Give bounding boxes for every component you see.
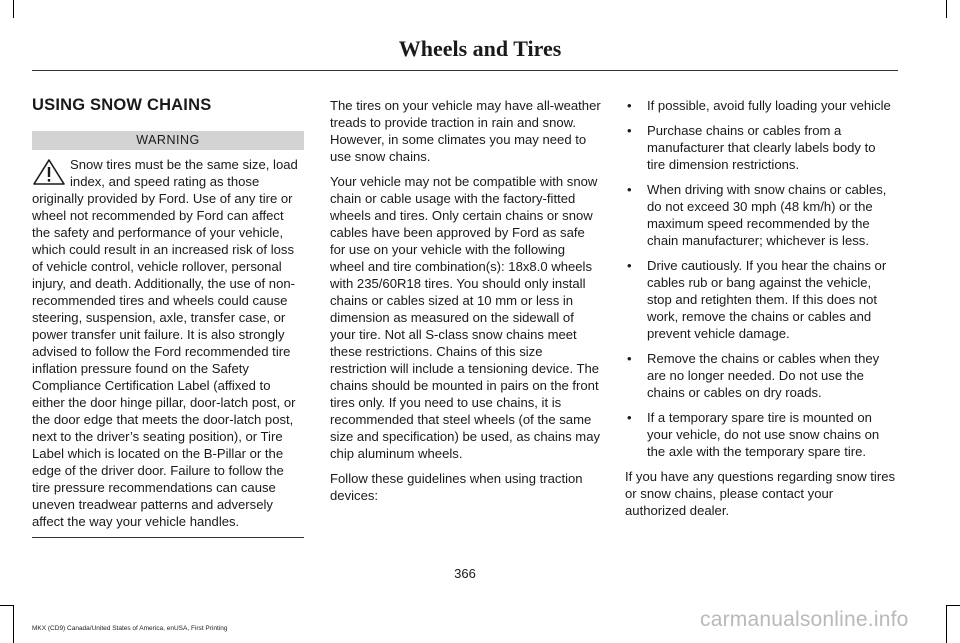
header-rule	[32, 70, 898, 71]
bullet-icon: •	[627, 410, 632, 425]
paragraph: The tires on your vehicle may have all-weather treads to provide traction in rain and snow. However, in some climates you may need to use snow chains.	[330, 98, 601, 164]
warning-label: WARNING	[32, 131, 304, 150]
paragraph: Follow these guidelines when using traction devices:	[330, 471, 583, 503]
crop-mark-bottom-right-v	[946, 605, 947, 643]
watermark: carmanualsonline.info	[700, 608, 909, 631]
crop-mark-top-right	[946, 0, 947, 18]
paragraph: Your vehicle may not be compatible with snow chain or cable usage with the factory-fitted wheels and tires. Only certain chains or snow cables have been approved by Ford as safe for use on your vehicle with the following wheel and tire combination(s): 18x8.0 wheels with 235/60R18 tires. You should only install chains or cables sized at 10 mm or less in dimension as measured on the sidewall of your tire. Not all S-class snow chains meet these restrictions. Chains of this size restriction will include a tensioning device. The chains should be mounted in pairs on the front tires only. If you need to use chains, it is recommended that steel wheels (of the same size and specification) be used, as chains may chip aluminum wheels.	[330, 174, 601, 461]
bullet-icon: •	[627, 351, 632, 366]
bullet-icon: •	[627, 123, 632, 138]
warning-text: Snow tires must be the same size, load index, and speed rating as those originally provided by Ford. Use of any tire or wheel not recommended by Ford can affect the safety and performance of your vehicle, which could result in an increased risk of loss of vehicle control, vehicle rollover, personal injury, and death. Additionally, the use of non-recommended tires and wheels could cause steering, suspension, axle, transfer case, or power transfer unit failure. It is also strongly advised to follow the Ford recommended tire inflation pressure found on the Safety Compliance Certification Label (affixed to either the door hinge pillar, door-latch post, or the door edge that meets the door-latch post, next to the driver’s seating position), or Tire Label which is located on the B-Pillar or the edge of the driver door. Failure to follow the tire pressure recommendations can cause uneven treadwear patterns and adversely affect the way your vehicle handles.	[32, 157, 298, 529]
crop-mark-top-left	[13, 0, 14, 18]
bullet-icon: •	[627, 98, 632, 113]
closing-paragraph: If you have any questions regarding snow tires or snow chains, please contact your authorized dealer.	[625, 469, 896, 518]
list-item: • Remove the chains or cables when they are no longer needed. Do not use the chains or cables on dry roads.	[627, 351, 880, 400]
column-left	[32, 97, 304, 538]
warning-block	[32, 156, 304, 530]
bullet-icon: •	[627, 182, 632, 197]
page-number: 366	[454, 566, 476, 581]
guidelines-list	[625, 97, 897, 460]
crop-mark-bottom-left-h	[0, 605, 13, 606]
list-item: • If a temporary spare tire is mounted on your vehicle, do not use snow chains on the axle with the temporary spare tire.	[627, 410, 880, 459]
list-item: • When driving with snow chains or cables, do not exceed 30 mph (48 km/h) or the maximum speed recommended by the chain manufacturer; whichever is less.	[627, 182, 887, 248]
warning-rule	[32, 537, 304, 538]
list-item: • Purchase chains or cables from a manufacturer that clearly labels body to tire dimension restrictions.	[627, 123, 876, 172]
bullet-icon: •	[627, 258, 632, 273]
page-title: Wheels and Tires	[398, 36, 562, 61]
column-middle	[330, 97, 602, 512]
crop-mark-bottom-left-v	[13, 605, 14, 643]
list-item: • Drive cautiously. If you hear the chains or cables rub or bang against the vehicle, stop and retighten them. If this does not work, remove the chains or cables and prevent vehicle damage.	[627, 258, 887, 341]
column-right	[625, 97, 897, 527]
warning-triangle-icon	[32, 158, 66, 186]
edition-footer: MKX (CD9) Canada/United States of America, enUSA, First Printing	[32, 625, 228, 632]
section-heading: USING SNOW CHAINS	[32, 96, 212, 114]
crop-mark-bottom-right-h	[946, 605, 960, 606]
list-item: • If possible, avoid fully loading your vehicle	[627, 98, 891, 113]
